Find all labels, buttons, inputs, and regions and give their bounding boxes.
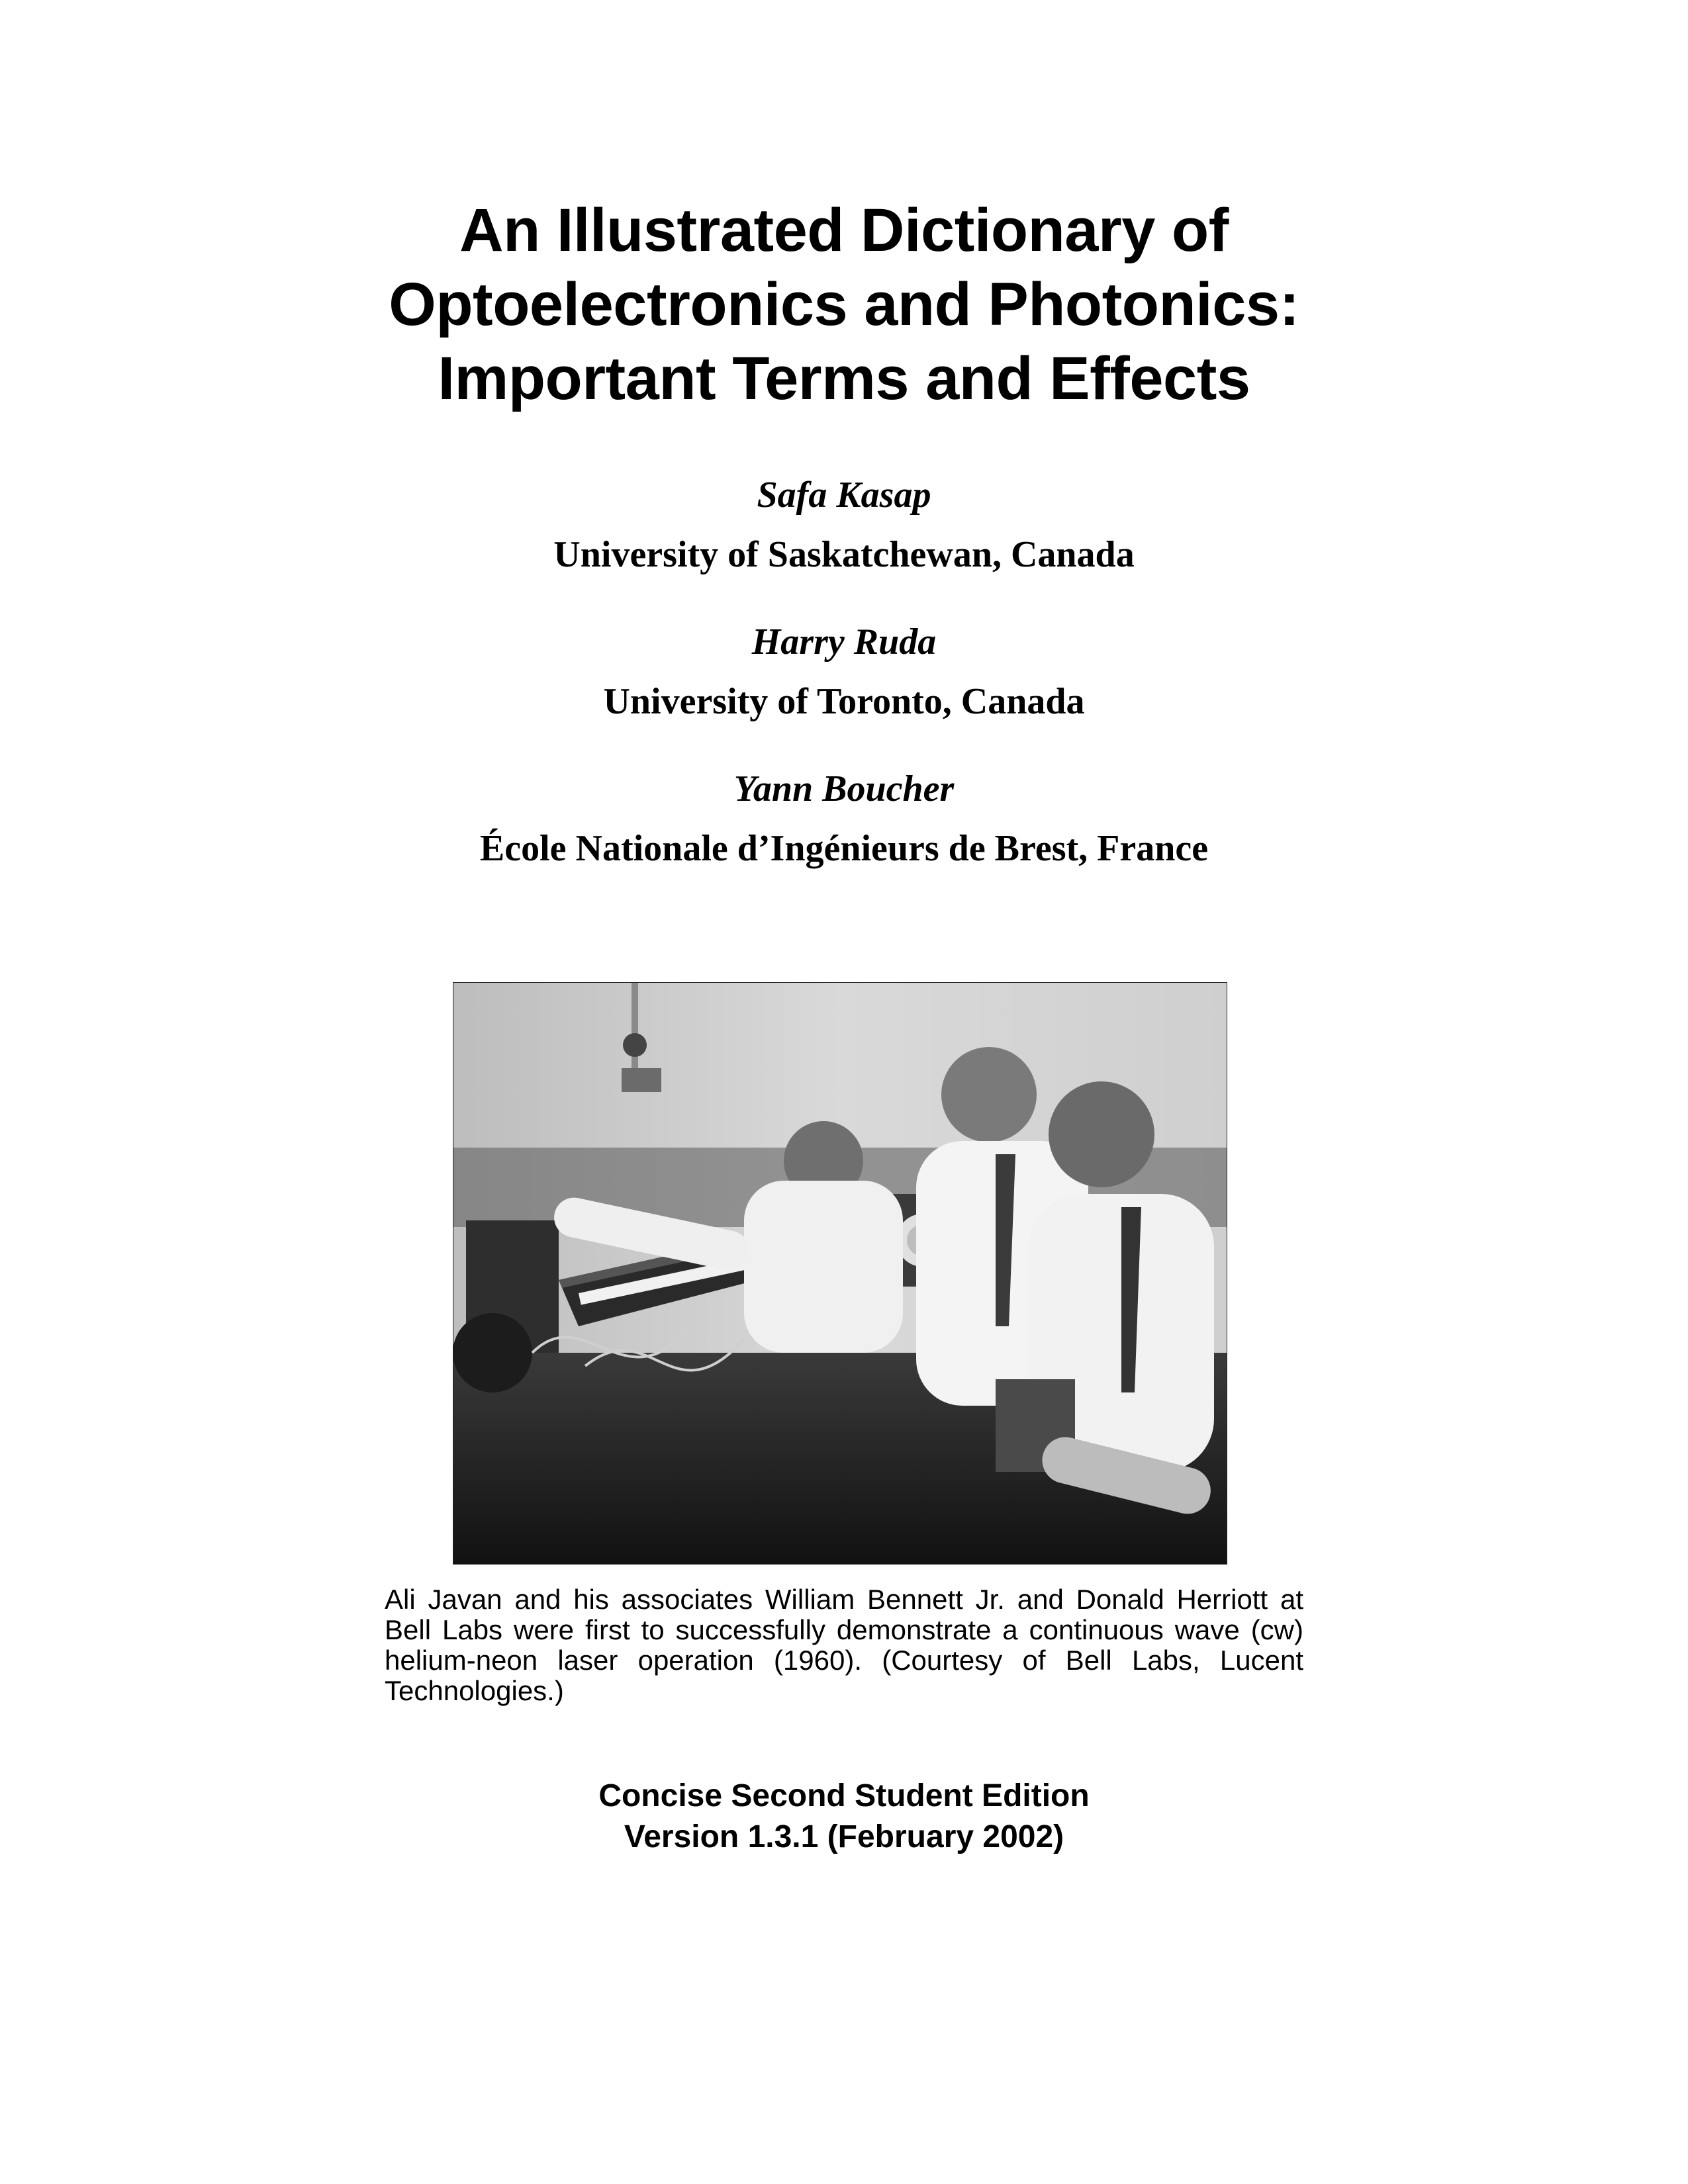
author-name-1: Safa Kasap <box>757 475 931 516</box>
author-name-3: Yann Boucher <box>733 768 955 809</box>
title-line-2: Optoelectronics and Photonics: <box>389 271 1299 338</box>
author-affiliation-2: University of Toronto, Canada <box>603 681 1085 722</box>
document-title <box>0 193 1688 416</box>
edition-line-1: Concise Second Student Edition <box>598 1778 1090 1813</box>
photo-caption: Ali Javan and his associates William Bennett Jr. and Donald Herriott at Bell Labs were first to successfully demonstrate a continuous wave (cw) helium-neon laser operation (1960). (Courtesy of Bell Labs, Lucent Technologies.) <box>385 1584 1303 1706</box>
author-affiliation-3: École Nationale d’Ingénieurs de Brest, France <box>479 828 1209 869</box>
author-affiliation-1: University of Saskatchewan, Canada <box>553 534 1135 575</box>
laser-lab-photo <box>453 982 1227 1565</box>
title-line-3: Important Terms and Effects <box>438 345 1250 412</box>
author-name-2: Harry Ruda <box>751 621 937 662</box>
edition-line-2: Version 1.3.1 (February 2002) <box>624 1819 1064 1854</box>
title-line-1: An Illustrated Dictionary of <box>459 197 1229 264</box>
